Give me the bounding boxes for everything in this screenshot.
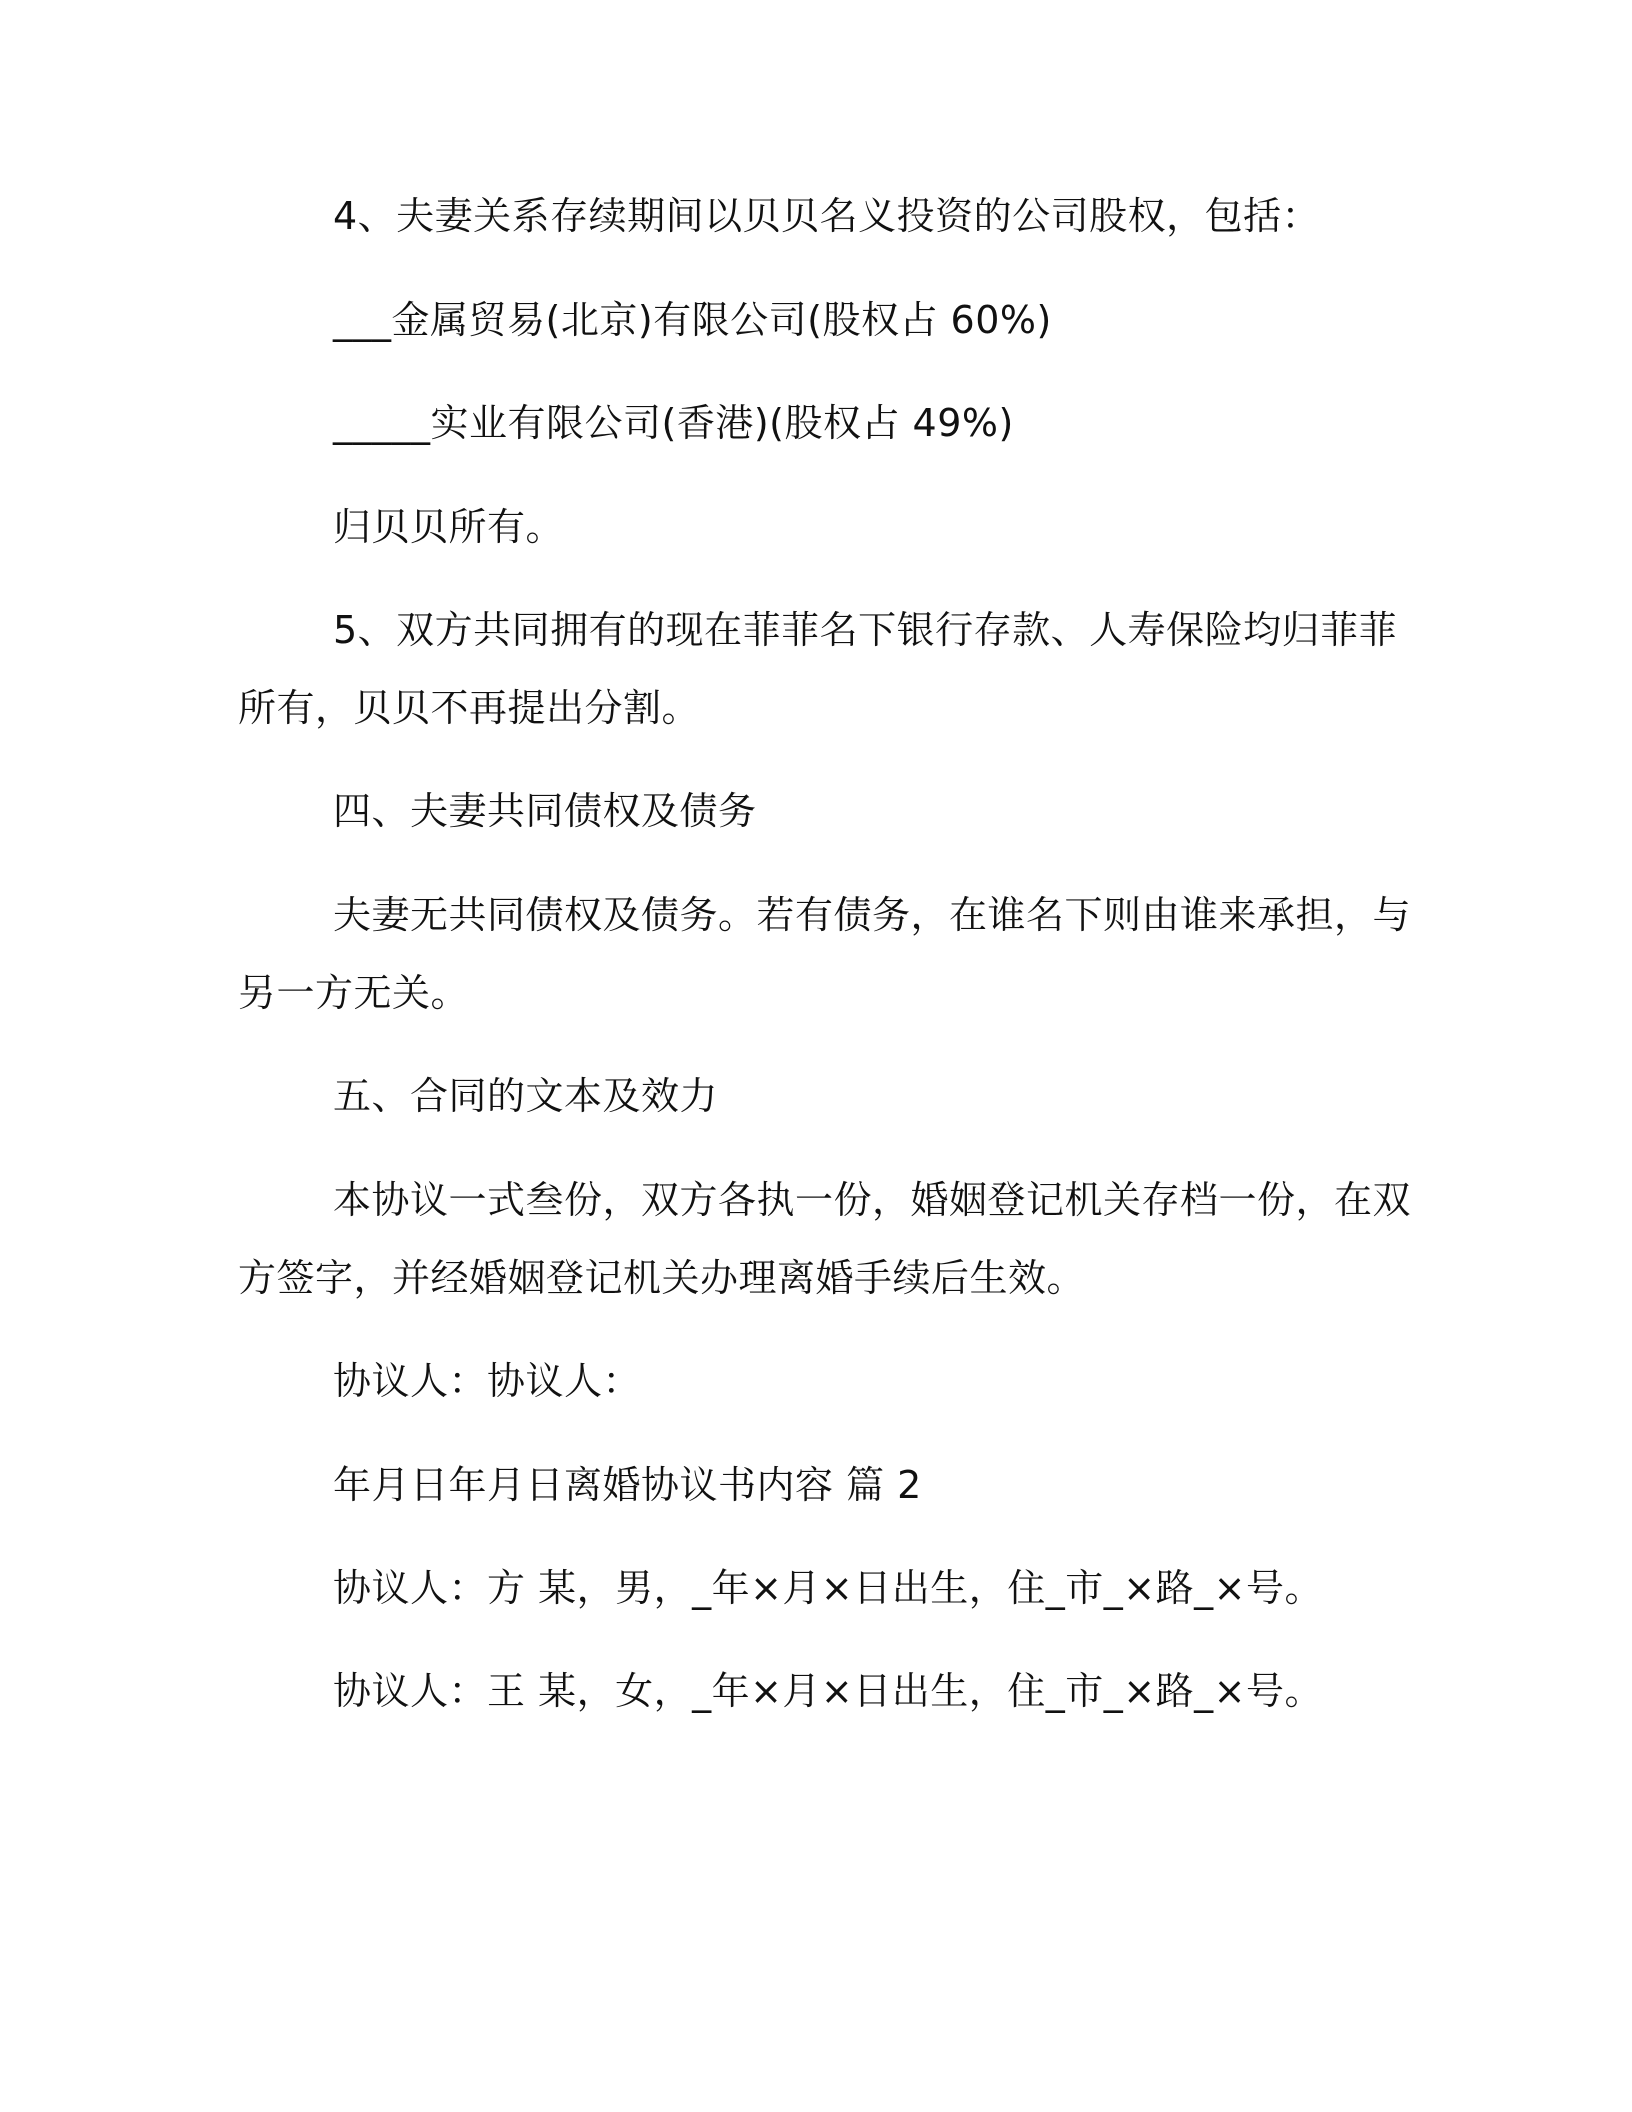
debt-line-2: 另一方无关。 (238, 971, 470, 1015)
section-5-heading: 五、合同的文本及效力 (333, 1074, 719, 1118)
party-1-line: 协议人：方 某，男，_年×月×日出生，住_市_×路_×号。 (333, 1566, 1323, 1610)
debt-line-1: 夫妻无共同债权及债务。若有债务，在谁名下则由谁来承担，与 (333, 893, 1412, 937)
signatories-line: 协议人：协议人： (333, 1359, 642, 1403)
date-and-heading-line: 年月日年月日离婚协议书内容 篇 2 (333, 1463, 922, 1507)
section-4-heading: 四、夫妻共同债权及债务 (333, 789, 757, 833)
party-2-line: 协议人：王 某，女，_年×月×日出生，住_市_×路_×号。 (333, 1669, 1323, 1713)
company-1-line: ___金属贸易(北京)有限公司(股权占 60%) (333, 298, 1052, 342)
clause-5-line-1: 5、双方共同拥有的现在菲菲名下银行存款、人寿保险均归菲菲 (333, 608, 1398, 652)
clause-4-line: 4、夫妻关系存续期间以贝贝名义投资的公司股权，包括： (333, 194, 1321, 238)
ownership-line: 归贝贝所有。 (333, 505, 565, 549)
clause-5-line-2: 所有，贝贝不再提出分割。 (238, 686, 701, 730)
validity-line-1: 本协议一式叁份，双方各执一份，婚姻登记机关存档一份，在双 (333, 1178, 1412, 1222)
company-2-line: _____实业有限公司(香港)(股权占 49%) (333, 401, 1014, 445)
validity-line-2: 方签字，并经婚姻登记机关办理离婚手续后生效。 (238, 1256, 1086, 1300)
